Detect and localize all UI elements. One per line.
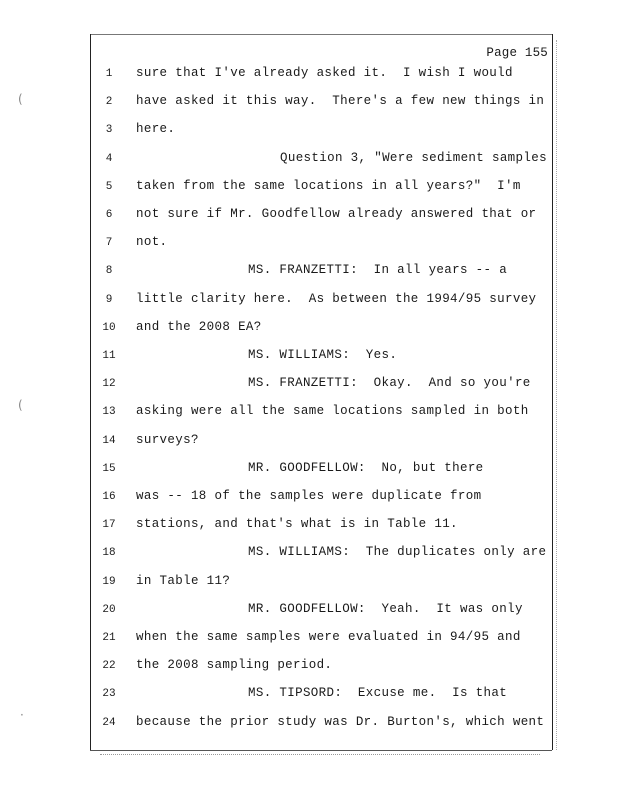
transcript-line — [0, 574, 618, 594]
scan-margin-mark: · — [20, 708, 24, 722]
line-number: 14 — [102, 434, 116, 447]
line-number: 1 — [105, 68, 113, 80]
transcript-line — [0, 376, 618, 396]
line-text: MS. TIPSORD: Excuse me. Is that — [248, 686, 508, 701]
scan-margin-mark: ( — [18, 92, 23, 106]
line-text: the 2008 sampling period. — [136, 658, 333, 673]
line-text: here. — [136, 122, 176, 137]
line-text: Question 3, "Were sediment samples — [280, 150, 547, 165]
transcript-line — [0, 461, 618, 481]
line-number: 20 — [102, 603, 116, 616]
transcript-line — [0, 517, 618, 537]
line-number: 6 — [105, 209, 113, 221]
line-text: not. — [136, 235, 168, 250]
line-text: have asked it this way. There's a few new things in — [136, 94, 545, 109]
transcript-line — [0, 263, 618, 283]
line-text: MS. WILLIAMS: Yes. — [248, 348, 398, 362]
line-number: 15 — [102, 462, 116, 475]
transcript-line — [0, 404, 618, 424]
line-number: 4 — [105, 152, 113, 165]
transcript-line — [0, 658, 618, 678]
line-text: little clarity here. As between the 1994/95 survey — [136, 291, 537, 306]
transcript-line — [0, 151, 618, 171]
line-number: 11 — [102, 350, 116, 362]
line-number: 23 — [102, 688, 116, 701]
transcript-line — [0, 602, 618, 622]
line-text: MS. WILLIAMS: The duplicates only are — [248, 545, 547, 560]
line-number: 7 — [105, 237, 113, 250]
transcript-line — [0, 122, 618, 142]
line-number: 22 — [102, 660, 116, 673]
line-number: 9 — [105, 293, 113, 306]
line-number: 13 — [102, 406, 116, 419]
line-text: and the 2008 EA? — [136, 319, 262, 334]
transcript-line — [0, 630, 618, 650]
transcript-line — [0, 207, 618, 227]
page-bottom-rule — [90, 750, 552, 751]
line-text: MS. FRANZETTI: Okay. And so you're — [248, 376, 531, 391]
transcript-line — [0, 320, 618, 340]
line-text: MR. GOODFELLOW: No, but there — [248, 460, 484, 475]
transcript-line — [0, 545, 618, 565]
line-text: MR. GOODFELLOW: Yeah. It was only — [248, 601, 523, 616]
line-number: 5 — [105, 180, 113, 193]
line-number: 17 — [102, 519, 116, 532]
line-number: 24 — [102, 716, 116, 729]
page-bottom-dotted-rule — [100, 754, 540, 755]
line-text: MS. FRANZETTI: In all years -- a — [248, 263, 508, 278]
line-number: 12 — [102, 378, 116, 391]
transcript-line — [0, 235, 618, 255]
line-number: 21 — [102, 632, 116, 644]
line-number: 19 — [102, 575, 116, 588]
page-number: Page 155 — [486, 46, 548, 60]
line-number: 18 — [102, 547, 116, 560]
transcript-line — [0, 489, 618, 509]
line-number: 2 — [105, 96, 113, 109]
transcript-line — [0, 292, 618, 312]
transcript-line — [0, 179, 618, 199]
transcript-line — [0, 433, 618, 453]
transcript-line — [0, 715, 618, 735]
line-number: 16 — [102, 491, 116, 503]
transcript-line — [0, 686, 618, 706]
line-text: surveys? — [136, 432, 199, 447]
line-number: 3 — [105, 124, 113, 137]
transcript-line — [0, 348, 618, 368]
transcript-line — [0, 94, 618, 114]
line-number: 10 — [102, 321, 116, 334]
scan-margin-mark: ( — [18, 398, 23, 412]
line-text: sure that I've already asked it. I wish I would — [136, 66, 513, 80]
line-text: in Table 11? — [136, 573, 231, 588]
transcript-line — [0, 66, 618, 86]
line-text: stations, and that's what is in Table 11. — [136, 517, 458, 532]
line-text: not sure if Mr. Goodfellow already answered that or — [136, 207, 537, 221]
line-text: taken from the same locations in all years?" I'm — [136, 178, 521, 193]
line-text: was -- 18 of the samples were duplicate from — [136, 489, 482, 503]
line-text: because the prior study was Dr. Burton's, which went — [136, 714, 545, 729]
line-number: 8 — [105, 265, 113, 278]
line-text: when the same samples were evaluated in 94/95 and — [136, 630, 521, 644]
line-text: asking were all the same locations sampled in both — [136, 404, 529, 419]
